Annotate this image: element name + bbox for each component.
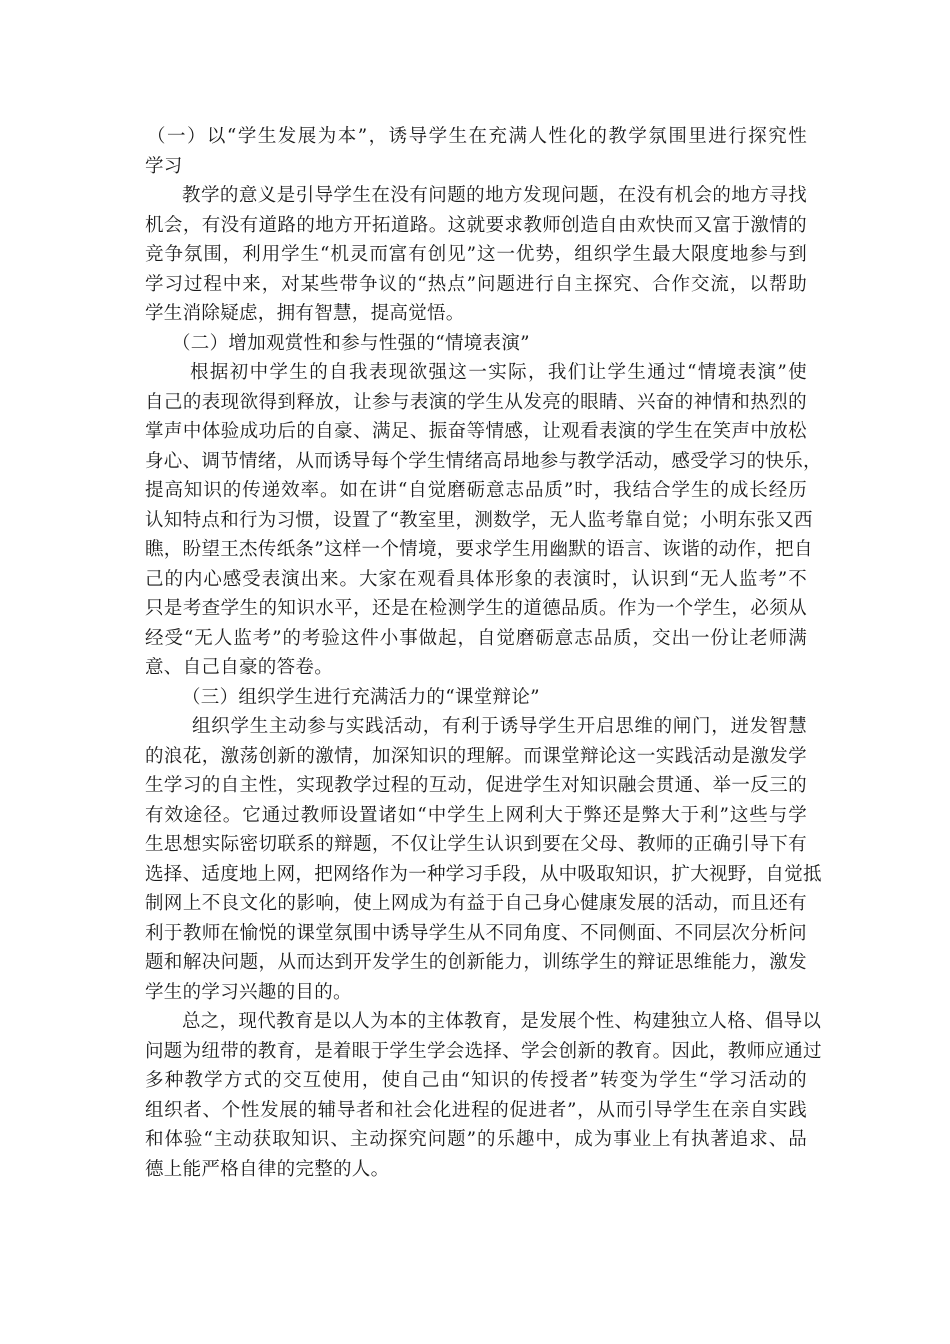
document-body — [145, 122, 822, 1184]
text-line: 机会，有没有道路的地方开拓道路。这就要求教师创造自由欢快而又富于激情的 — [145, 214, 807, 236]
text-line: 自己的表现欲得到释放，让参与表演的学生从发亮的眼睛、兴奋的神情和热烈的 — [145, 391, 807, 413]
heading-line: （一）以“学生发展为本”，诱导学生在充满人性化的教学氛围里进行探究性 — [147, 126, 807, 147]
section-heading-2 — [145, 329, 807, 359]
heading-line: （二）增加观赏性和参与性强的“情境表演” — [172, 332, 530, 354]
text-line: 德上能严格自律的完整的人。 — [145, 1158, 390, 1180]
text-line: 意、自己自豪的答卷。 — [145, 657, 334, 678]
text-line: 教学的意义是引导学生在没有问题的地方发现问题，在没有机会的地方寻找 — [182, 185, 807, 206]
text-line: 提高知识的传递效率。如在讲“自觉磨砺意志品质”时，我结合学生的成长经历 — [145, 480, 807, 501]
text-line: 根据初中学生的自我表现欲强这一实际，我们让学生通过“情境表演”使 — [190, 362, 807, 383]
text-line: 身心、调节情绪，从而诱导每个学生情绪高昂地参与教学活动，感受学习的快乐， — [145, 450, 822, 472]
text-line: 有效途径。它通过教师设置诸如“中学生上网利大于弊还是弊大于利”这些与学 — [145, 804, 807, 826]
text-line: 多种教学方式的交互使用，使自己由“知识的传授者”转变为学生“学习活动的 — [145, 1070, 807, 1091]
paragraph-2 — [145, 358, 822, 683]
paragraph-3 — [145, 712, 822, 1007]
text-line: 问题为纽带的教育，是着眼于学生学会选择、学会创新的教育。因此，教师应通过 — [145, 1040, 822, 1062]
text-line: 和体验“主动获取知识、主动探究问题”的乐趣中，成为事业上有执著追求、品 — [145, 1129, 807, 1150]
text-line: 选择、适度地上网，把网络作为一种学习手段，从中吸取知识，扩大视野，自觉抵 — [145, 863, 822, 885]
text-line: 学生消除疑虑，拥有智慧，提高觉悟。 — [145, 303, 465, 324]
text-line: 组织学生主动参与实践活动，有利于诱导学生开启思维的闸门，迸发智慧 — [192, 716, 807, 737]
text-line: 的浪花，激荡创新的激情，加深知识的理解。而课堂辩论这一实践活动是激发学 — [145, 745, 807, 767]
paragraph-4 — [145, 1007, 822, 1184]
text-line: 瞧，盼望王杰传纸条”这样一个情境，要求学生用幽默的语言、诙谐的动作，把自 — [145, 539, 813, 560]
text-line: 学生的学习兴趣的目的。 — [145, 981, 352, 1003]
text-line: 认知特点和行为习惯，设置了“教室里，测数学，无人监考靠自觉；小明东张又西 — [145, 509, 813, 531]
text-line: 制网上不良文化的影响，使上网成为有益于自己身心健康发展的活动，而且还有 — [145, 893, 807, 914]
section-heading-3 — [145, 683, 807, 713]
text-line: 总之，现代教育是以人为本的主体教育，是发展个性、构建独立人格、倡导以 — [182, 1011, 822, 1032]
text-line: 生思想实际密切联系的辩题，不仅让学生认识到要在父母、教师的正确引导下有 — [145, 834, 807, 855]
text-line: 掌声中体验成功后的自豪、满足、振奋等情感，让观看表演的学生在笑声中放松 — [145, 421, 807, 442]
heading-line: 学习 — [145, 155, 183, 177]
text-line: 学习过程中来，对某些带争议的“热点”问题进行自主探究、合作交流，以帮助 — [145, 273, 807, 295]
text-line: 题和解决问题，从而达到开发学生的创新能力，训练学生的辩证思维能力，激发 — [145, 952, 807, 973]
text-line: 生学习的自主性，实现教学过程的互动，促进学生对知识融会贯通、举一反三的 — [145, 775, 807, 796]
paragraph-1 — [145, 181, 807, 329]
text-line: 竞争氛围，利用学生“机灵而富有创见”这一优势，组织学生最大限度地参与到 — [145, 244, 807, 265]
text-line: 利于教师在愉悦的课堂氛围中诱导学生从不同角度、不同侧面、不同层次分析问 — [145, 922, 807, 944]
section-heading-1 — [145, 122, 807, 181]
text-line: 经受“无人监考”的考验这件小事做起，自觉磨砺意志品质，交出一份让老师满 — [145, 627, 807, 649]
text-line: 组织者、个性发展的辅导者和社会化进程的促进者”，从而引导学生在亲自实践 — [145, 1099, 807, 1121]
heading-line: （三）组织学生进行充满活力的“课堂辩论” — [182, 686, 540, 708]
text-line: 只是考查学生的知识水平，还是在检测学生的道德品质。作为一个学生，必须从 — [145, 598, 807, 619]
text-line: 己的内心感受表演出来。大家在观看具体形象的表演时，认识到“无人监考”不 — [145, 568, 807, 590]
